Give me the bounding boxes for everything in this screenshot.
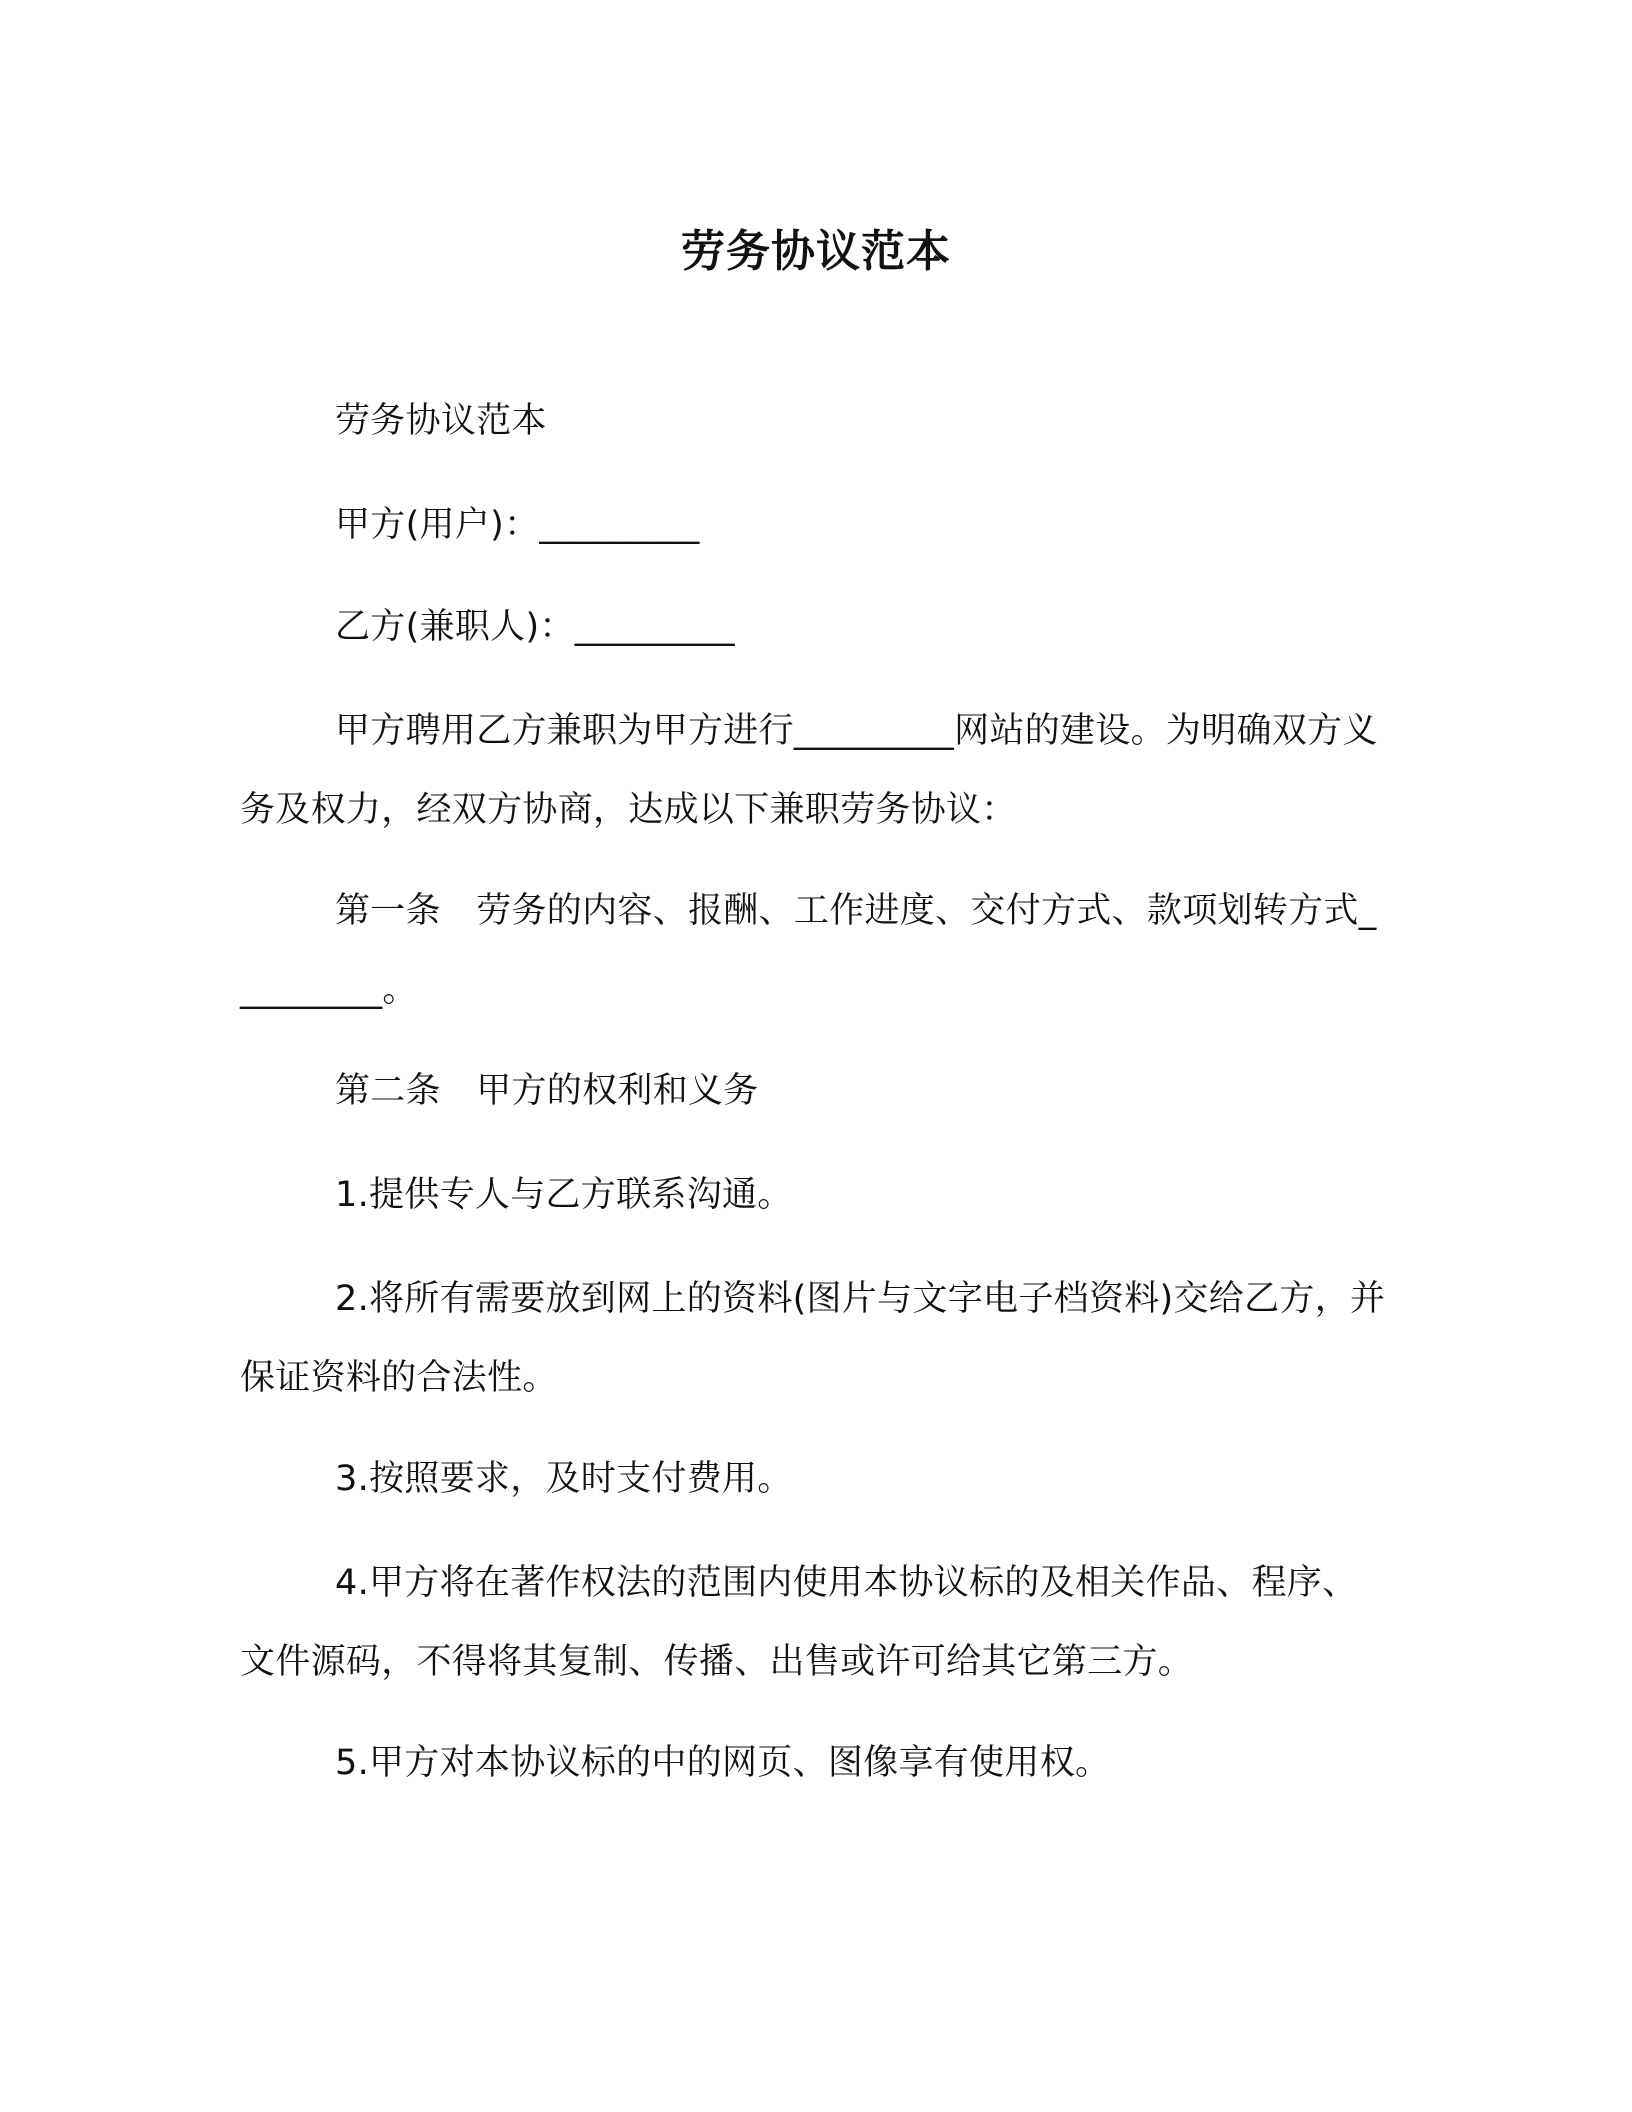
document-title: 劳务协议范本 [681,226,951,277]
paragraph-party-b: 乙方(兼职人)：_________ [335,607,735,647]
paragraph-preamble: 甲方聘用乙方兼职为甲方进行_________网站的建设。为明确双方义务及权力，经双方协商，达成以下兼职劳务协议： [240,711,1378,830]
paragraph-item-2: 2.将所有需要放到网上的资料(图片与文字电子档资料)交给乙方，并保证资料的合法性。 [240,1279,1386,1398]
paragraph-item-4: 4.甲方将在著作权法的范围内使用本协议标的及相关作品、程序、文件源码，不得将其复制、传播、出售或许可给其它第三方。 [240,1563,1358,1682]
paragraph-item-3: 3.按照要求，及时支付费用。 [335,1459,793,1499]
paragraph-item-5: 5.甲方对本协议标的中的网页、图像享有使用权。 [335,1743,1111,1783]
paragraph-article-1: 第一条 劳务的内容、报酬、工作进度、交付方式、款项划转方式_________。 [240,891,1377,1010]
paragraph-item-1: 1.提供专人与乙方联系沟通。 [335,1175,793,1215]
paragraph-article-2: 第二条 甲方的权利和义务 [335,1071,759,1111]
paragraph-party-a: 甲方(用户)：_________ [335,505,700,545]
paragraph-heading: 劳务协议范本 [335,401,547,441]
